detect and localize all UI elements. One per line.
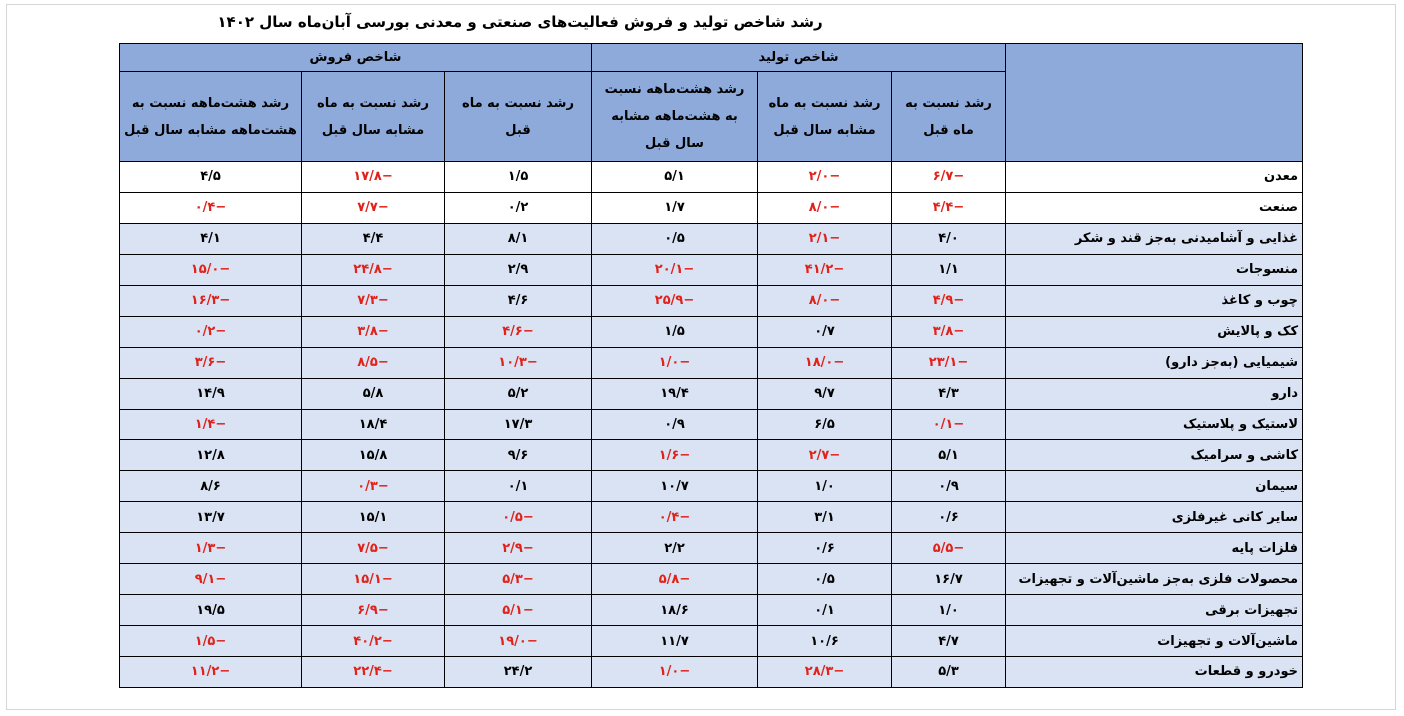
cell-s1: ۱/۵ — [445, 162, 592, 193]
cell-s2: ۵/۸ — [302, 378, 445, 409]
cell-p2: ۳/۱ — [758, 502, 892, 533]
cell-s2: −۶/۹ — [302, 595, 445, 626]
header-sales: شاخص فروش — [120, 44, 592, 72]
row-label: محصولات فلزی به‌جز ماشین‌آلات و تجهیزات — [1006, 564, 1303, 595]
cell-s3: −۳/۶ — [120, 347, 302, 378]
cell-s2: −۷/۵ — [302, 533, 445, 564]
table-row — [120, 595, 1303, 626]
header-s-8month: رشد هشت‌ماهه نسبت به هشت‌ماهه مشابه سال قبل — [120, 72, 302, 162]
cell-p1: ۴/۳ — [892, 378, 1006, 409]
row-label: منسوجات — [1006, 254, 1303, 285]
cell-s3: ۱۳/۷ — [120, 502, 302, 533]
cell-s3: ۴/۵ — [120, 162, 302, 193]
cell-p2: ۰/۷ — [758, 316, 892, 347]
cell-p1: ۵/۱ — [892, 440, 1006, 471]
cell-s1: −۱۰/۳ — [445, 347, 592, 378]
row-label: کاشی و سرامیک — [1006, 440, 1303, 471]
cell-s2: −۷/۷ — [302, 192, 445, 223]
cell-p3: ۱/۵ — [592, 316, 758, 347]
row-label: دارو — [1006, 378, 1303, 409]
cell-s2: −۴۰/۲ — [302, 626, 445, 657]
cell-s1: ۵/۲ — [445, 378, 592, 409]
cell-p2: −۸/۰ — [758, 192, 892, 223]
cell-p3: −۱/۰ — [592, 657, 758, 688]
cell-s1: −۵/۳ — [445, 564, 592, 595]
cell-s3: ۸/۶ — [120, 471, 302, 502]
cell-p1: −۳/۸ — [892, 316, 1006, 347]
cell-p3: −۲۰/۱ — [592, 254, 758, 285]
cell-s1: ۱۷/۳ — [445, 409, 592, 440]
header-s-prev-month: رشد نسبت به ماه قبل — [445, 72, 592, 162]
cell-s2: −۸/۵ — [302, 347, 445, 378]
cell-p1: ۴/۰ — [892, 223, 1006, 254]
cell-s1: −۱۹/۰ — [445, 626, 592, 657]
cell-p3: ۱۹/۴ — [592, 378, 758, 409]
cell-p3: −۰/۴ — [592, 502, 758, 533]
row-label: خودرو و قطعات — [1006, 657, 1303, 688]
row-label: فلزات پایه — [1006, 533, 1303, 564]
cell-p3: −۱/۶ — [592, 440, 758, 471]
cell-p1: −۴/۹ — [892, 285, 1006, 316]
row-label: تجهیزات برقی — [1006, 595, 1303, 626]
row-label: سیمان — [1006, 471, 1303, 502]
cell-p1: ۰/۹ — [892, 471, 1006, 502]
row-label: معدن — [1006, 162, 1303, 193]
cell-p2: −۲/۰ — [758, 162, 892, 193]
cell-p2: ۰/۵ — [758, 564, 892, 595]
header-p-prev-month: رشد نسبت به ماه قبل — [892, 72, 1006, 162]
row-label: لاستیک و پلاستیک — [1006, 409, 1303, 440]
table-row — [120, 409, 1303, 440]
table-row — [120, 316, 1303, 347]
cell-s2: −۷/۳ — [302, 285, 445, 316]
cell-p1: −۲۳/۱ — [892, 347, 1006, 378]
cell-p2: −۴۱/۲ — [758, 254, 892, 285]
cell-p1: ۴/۷ — [892, 626, 1006, 657]
cell-p3: ۱۸/۶ — [592, 595, 758, 626]
cell-s1: ۸/۱ — [445, 223, 592, 254]
cell-p3: −۱/۰ — [592, 347, 758, 378]
cell-p2: ۰/۱ — [758, 595, 892, 626]
cell-s1: ۰/۱ — [445, 471, 592, 502]
cell-p2: −۱۸/۰ — [758, 347, 892, 378]
cell-s3: −۱۶/۳ — [120, 285, 302, 316]
table-body — [120, 162, 1303, 688]
cell-p2: ۱/۰ — [758, 471, 892, 502]
cell-s2: ۴/۴ — [302, 223, 445, 254]
table-row — [120, 471, 1303, 502]
cell-s1: ۰/۲ — [445, 192, 592, 223]
cell-p1: −۶/۷ — [892, 162, 1006, 193]
table-row — [120, 378, 1303, 409]
cell-s3: −۱۱/۲ — [120, 657, 302, 688]
cell-s1: −۴/۶ — [445, 316, 592, 347]
cell-s2: −۰/۳ — [302, 471, 445, 502]
cell-s1: ۲/۹ — [445, 254, 592, 285]
cell-p2: −۲۸/۳ — [758, 657, 892, 688]
table-row — [120, 285, 1303, 316]
cell-s3: −۹/۱ — [120, 564, 302, 595]
cell-p2: ۰/۶ — [758, 533, 892, 564]
header-p-same-month: رشد نسبت به ماه مشابه سال قبل — [758, 72, 892, 162]
cell-s1: −۵/۱ — [445, 595, 592, 626]
cell-s2: −۱۷/۸ — [302, 162, 445, 193]
table-row — [120, 533, 1303, 564]
table-row — [120, 626, 1303, 657]
table-title: رشد شاخص تولید و فروش فعالیت‌های صنعتی و معدنی بورسی آبان‌ماه سال ۱۴۰۲ — [217, 13, 823, 31]
cell-p3: ۱۰/۷ — [592, 471, 758, 502]
cell-p3: ۰/۹ — [592, 409, 758, 440]
cell-p1: −۴/۴ — [892, 192, 1006, 223]
table-row — [120, 347, 1303, 378]
cell-s3: −۰/۴ — [120, 192, 302, 223]
cell-s1: −۲/۹ — [445, 533, 592, 564]
cell-p1: −۰/۱ — [892, 409, 1006, 440]
cell-p3: ۱۱/۷ — [592, 626, 758, 657]
cell-p2: −۲/۷ — [758, 440, 892, 471]
table-row — [120, 162, 1303, 193]
row-label: صنعت — [1006, 192, 1303, 223]
cell-s2: −۲۲/۴ — [302, 657, 445, 688]
table-row — [120, 502, 1303, 533]
header-production: شاخص تولید — [592, 44, 1006, 72]
cell-s1: −۰/۵ — [445, 502, 592, 533]
cell-s3: −۱۵/۰ — [120, 254, 302, 285]
cell-p1: ۱/۰ — [892, 595, 1006, 626]
row-label: غذایی و آشامیدنی به‌جز قند و شکر — [1006, 223, 1303, 254]
cell-s1: ۴/۶ — [445, 285, 592, 316]
cell-p2: ۹/۷ — [758, 378, 892, 409]
cell-p2: −۸/۰ — [758, 285, 892, 316]
cell-s2: ۱۸/۴ — [302, 409, 445, 440]
cell-s3: ۱۹/۵ — [120, 595, 302, 626]
cell-p3: −۲۵/۹ — [592, 285, 758, 316]
cell-s3: −۱/۵ — [120, 626, 302, 657]
row-label: سایر کانی غیرفلزی — [1006, 502, 1303, 533]
cell-p2: ۱۰/۶ — [758, 626, 892, 657]
cell-p3: −۵/۸ — [592, 564, 758, 595]
cell-p1: ۰/۶ — [892, 502, 1006, 533]
table-row — [120, 440, 1303, 471]
header-p-8month: رشد هشت‌ماهه نسبت به هشت‌ماهه مشابه سال قبل — [592, 72, 758, 162]
cell-p1: ۱۶/۷ — [892, 564, 1006, 595]
cell-p3: ۲/۲ — [592, 533, 758, 564]
table-row — [120, 564, 1303, 595]
cell-s3: −۱/۳ — [120, 533, 302, 564]
header-s-same-month: رشد نسبت به ماه مشابه سال قبل — [302, 72, 445, 162]
growth-table — [119, 43, 1303, 688]
cell-s1: ۲۴/۲ — [445, 657, 592, 688]
cell-p3: ۱/۷ — [592, 192, 758, 223]
cell-p1: −۵/۵ — [892, 533, 1006, 564]
row-label: چوب و کاغذ — [1006, 285, 1303, 316]
cell-p2: −۲/۱ — [758, 223, 892, 254]
row-label: شیمیایی (به‌جز دارو) — [1006, 347, 1303, 378]
cell-s2: ۱۵/۸ — [302, 440, 445, 471]
cell-p2: ۶/۵ — [758, 409, 892, 440]
cell-s2: −۳/۸ — [302, 316, 445, 347]
table-row — [120, 254, 1303, 285]
cell-s2: ۱۵/۱ — [302, 502, 445, 533]
cell-s3: −۰/۲ — [120, 316, 302, 347]
cell-p1: ۵/۳ — [892, 657, 1006, 688]
row-label: کک و پالایش — [1006, 316, 1303, 347]
cell-s3: −۱/۴ — [120, 409, 302, 440]
cell-s3: ۴/۱ — [120, 223, 302, 254]
table-row — [120, 223, 1303, 254]
table-row — [120, 657, 1303, 688]
row-label: ماشین‌آلات و تجهیزات — [1006, 626, 1303, 657]
table-row — [120, 192, 1303, 223]
cell-p3: ۰/۵ — [592, 223, 758, 254]
cell-s1: ۹/۶ — [445, 440, 592, 471]
cell-p1: ۱/۱ — [892, 254, 1006, 285]
cell-p3: ۵/۱ — [592, 162, 758, 193]
header-activity — [1006, 44, 1303, 162]
header-group-row — [120, 44, 1303, 72]
cell-s2: −۱۵/۱ — [302, 564, 445, 595]
cell-s3: ۱۲/۸ — [120, 440, 302, 471]
cell-s2: −۲۴/۸ — [302, 254, 445, 285]
cell-s3: ۱۴/۹ — [120, 378, 302, 409]
